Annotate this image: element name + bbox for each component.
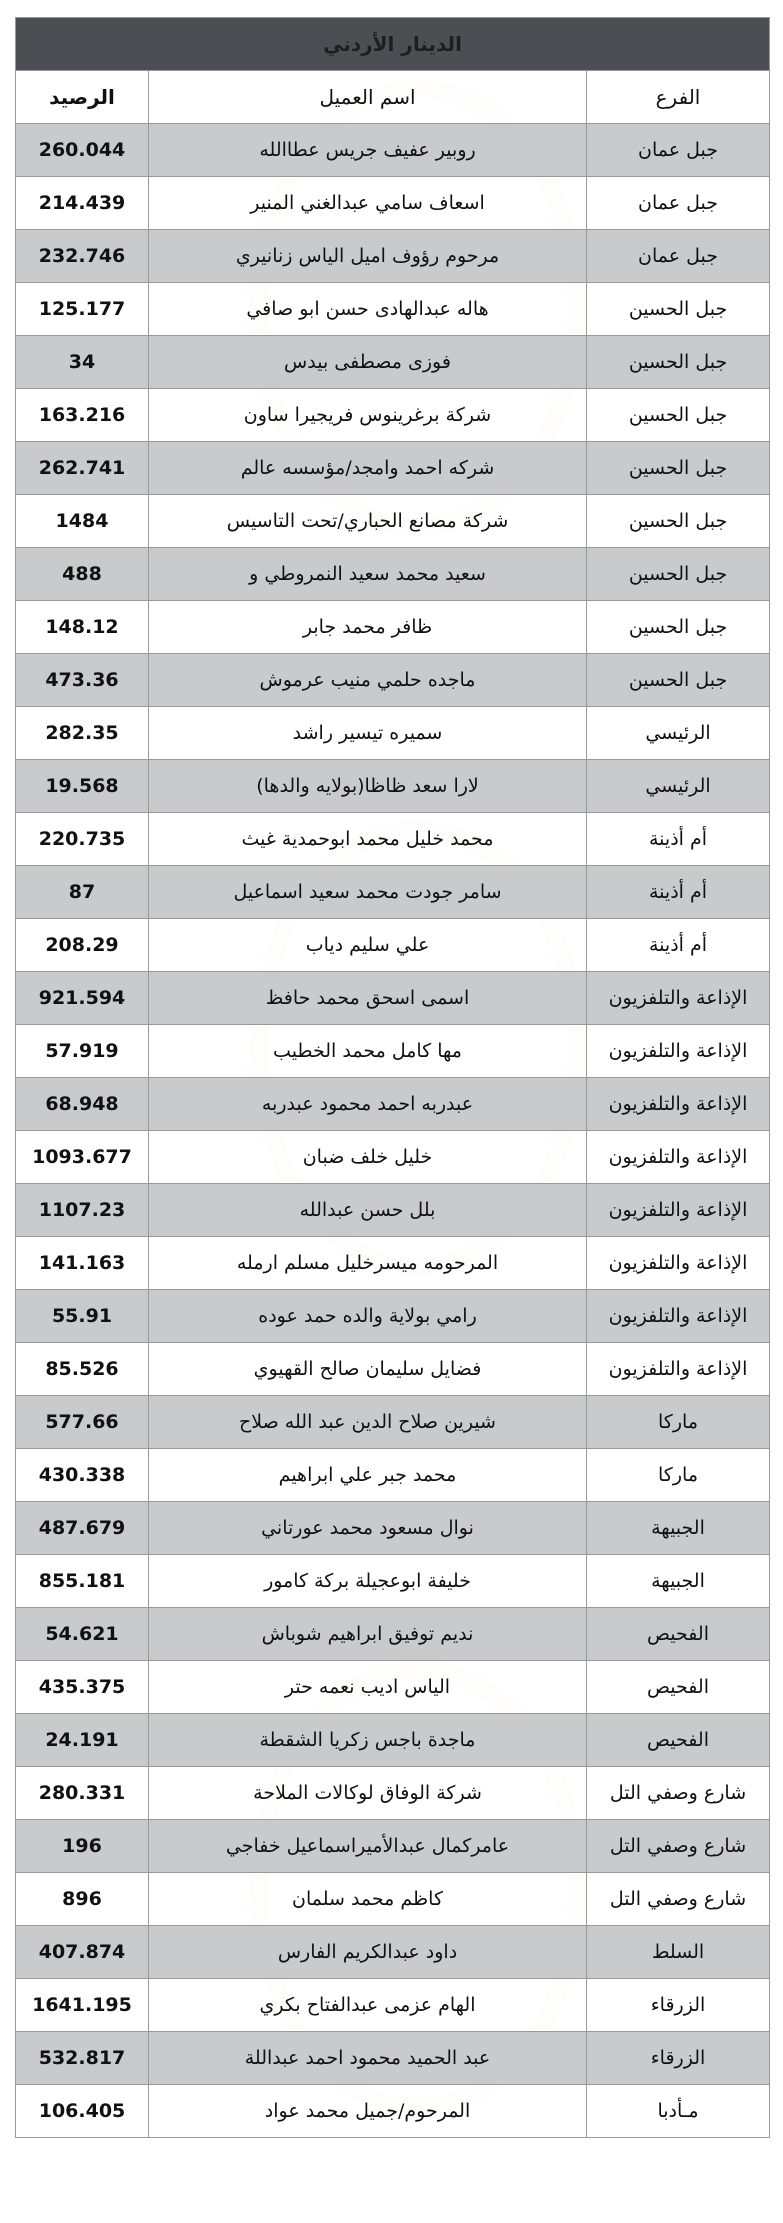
balance-cell: 196: [62, 1835, 102, 1857]
branch-cell: الزرقاء: [586, 2032, 769, 2084]
header-client: اسم العميل: [148, 71, 586, 123]
client-cell: نديم توفيق ابراهيم شوباش: [148, 1608, 586, 1660]
branch-cell: الإذاعة والتلفزيون: [586, 1343, 769, 1395]
branch-cell: شارع وصفي التل: [586, 1820, 769, 1872]
client-cell: محمد خليل محمد ابوحمدية غيث: [148, 813, 586, 865]
table-row: [16, 2031, 769, 2084]
table-row: [16, 971, 769, 1024]
branch-cell: الفحيص: [586, 1714, 769, 1766]
branch-cell: جبل الحسين: [586, 495, 769, 547]
header-row: [16, 70, 769, 123]
branch-cell: أم أذينة: [586, 813, 769, 865]
branch-cell: جبل الحسين: [586, 442, 769, 494]
table-row: [16, 1342, 769, 1395]
table-row: [16, 1130, 769, 1183]
branch-cell: جبل الحسين: [586, 336, 769, 388]
table-row: [16, 1819, 769, 1872]
table-row: [16, 759, 769, 812]
balance-cell: 280.331: [38, 1782, 126, 1804]
client-cell: داود عبدالكريم الفارس: [148, 1926, 586, 1978]
balance-cell: 262.741: [38, 457, 126, 479]
balance-cell: 487.679: [38, 1517, 126, 1539]
balance-cell: 488: [62, 563, 102, 585]
client-cell: نوال مسعود محمد عورتاني: [148, 1502, 586, 1554]
branch-cell: مـأدبا: [586, 2085, 769, 2137]
table-row: [16, 600, 769, 653]
balance-cell: 208.29: [45, 934, 119, 956]
balance-cell: 896: [62, 1888, 102, 1910]
balance-cell: 282.35: [45, 722, 119, 744]
table-row: [16, 1660, 769, 1713]
balance-cell: 57.919: [45, 1040, 119, 1062]
table-row: [16, 1448, 769, 1501]
branch-cell: الرئيسي: [586, 707, 769, 759]
client-cell: اسعاف سامي عبدالغني المنير: [148, 177, 586, 229]
table-row: [16, 812, 769, 865]
client-cell: الهام عزمى عبدالفتاح بكري: [148, 1979, 586, 2031]
table-row: [16, 547, 769, 600]
balance-cell: 19.568: [45, 775, 119, 797]
table-row: [16, 1501, 769, 1554]
table-row: [16, 176, 769, 229]
balance-cell: 163.216: [38, 404, 126, 426]
client-cell: سعيد محمد سعيد النمروطي و: [148, 548, 586, 600]
client-cell: روبير عفيف جريس عطاالله: [148, 124, 586, 176]
balance-cell: 68.948: [45, 1093, 119, 1115]
balance-cell: 141.163: [38, 1252, 126, 1274]
table-row: [16, 1024, 769, 1077]
balances-table: [15, 17, 770, 2138]
client-cell: عبد الحميد محمود احمد عبداللة: [148, 2032, 586, 2084]
balance-cell: 125.177: [38, 298, 126, 320]
client-cell: المرحوم/جميل محمد عواد: [148, 2085, 586, 2137]
balance-cell: 855.181: [38, 1570, 126, 1592]
branch-cell: الإذاعة والتلفزيون: [586, 1237, 769, 1289]
client-cell: شركة الوفاق لوكالات الملاحة: [148, 1767, 586, 1819]
balance-cell: 532.817: [38, 2047, 126, 2069]
branch-cell: الفحيص: [586, 1608, 769, 1660]
client-cell: خليفة ابوعجيلة بركة كامور: [148, 1555, 586, 1607]
branch-cell: جبل الحسين: [586, 548, 769, 600]
table-row: [16, 123, 769, 176]
client-cell: الياس اديب نعمه حتر: [148, 1661, 586, 1713]
table-row: [16, 1183, 769, 1236]
table-row: [16, 282, 769, 335]
branch-cell: الإذاعة والتلفزيون: [586, 972, 769, 1024]
balance-cell: 1484: [55, 510, 109, 532]
balance-cell: 214.439: [38, 192, 126, 214]
client-cell: فوزى مصطفى بيدس: [148, 336, 586, 388]
table-row: [16, 441, 769, 494]
branch-cell: ماركا: [586, 1449, 769, 1501]
balance-cell: 55.91: [51, 1305, 113, 1327]
table-row: [16, 1395, 769, 1448]
client-cell: اسمى اسحق محمد حافظ: [148, 972, 586, 1024]
branch-cell: الإذاعة والتلفزيون: [586, 1078, 769, 1130]
table-row: [16, 2084, 769, 2137]
client-cell: سامر جودت محمد سعيد اسماعيل: [148, 866, 586, 918]
balance-cell: 921.594: [38, 987, 126, 1009]
branch-cell: أم أذينة: [586, 919, 769, 971]
table-row: [16, 388, 769, 441]
client-cell: شركة مصانع الحباري/تحت التاسيس: [148, 495, 586, 547]
balance-cell: 260.044: [38, 139, 126, 161]
branch-cell: جبل الحسين: [586, 654, 769, 706]
client-cell: فضايل سليمان صالح القهيوي: [148, 1343, 586, 1395]
table-row: [16, 1766, 769, 1819]
client-cell: ماجده حلمي منيب عرموش: [148, 654, 586, 706]
balance-cell: 232.746: [38, 245, 126, 267]
client-cell: ظافر محمد جابر: [148, 601, 586, 653]
client-cell: شركه احمد وامجد/مؤسسه عالم: [148, 442, 586, 494]
client-cell: سميره تيسير راشد: [148, 707, 586, 759]
branch-cell: ماركا: [586, 1396, 769, 1448]
branch-cell: الإذاعة والتلفزيون: [586, 1131, 769, 1183]
branch-cell: الجبيهة: [586, 1502, 769, 1554]
table-row: [16, 653, 769, 706]
table-row: [16, 1077, 769, 1130]
branch-cell: أم أذينة: [586, 866, 769, 918]
branch-cell: جبل عمان: [586, 230, 769, 282]
balance-cell: 430.338: [38, 1464, 126, 1486]
branch-cell: الإذاعة والتلفزيون: [586, 1184, 769, 1236]
table-row: [16, 1554, 769, 1607]
header-balance: الرصيد: [49, 85, 115, 109]
client-cell: كاظم محمد سلمان: [148, 1873, 586, 1925]
balance-cell: 54.621: [45, 1623, 119, 1645]
branch-cell: السلط: [586, 1926, 769, 1978]
branch-cell: الفحيص: [586, 1661, 769, 1713]
balance-cell: 148.12: [45, 616, 119, 638]
balance-cell: 24.191: [45, 1729, 119, 1751]
client-cell: خليل خلف ضبان: [148, 1131, 586, 1183]
client-cell: بلل حسن عبدالله: [148, 1184, 586, 1236]
client-cell: عامركمال عبدالأميراسماعيل خفاجي: [148, 1820, 586, 1872]
client-cell: شيرين صلاح الدين عبد الله صلاح: [148, 1396, 586, 1448]
branch-cell: الإذاعة والتلفزيون: [586, 1025, 769, 1077]
balance-cell: 577.66: [45, 1411, 119, 1433]
balance-cell: 473.36: [45, 669, 119, 691]
table-row: [16, 1289, 769, 1342]
client-cell: مرحوم رؤوف اميل الياس زنانيري: [148, 230, 586, 282]
table-row: [16, 494, 769, 547]
table-row: [16, 1872, 769, 1925]
branch-cell: شارع وصفي التل: [586, 1767, 769, 1819]
client-cell: محمد جبر علي ابراهيم: [148, 1449, 586, 1501]
balance-cell: 106.405: [38, 2100, 126, 2122]
client-cell: رامي بولاية والده حمد عوده: [148, 1290, 586, 1342]
table-title: الدينار الأردني: [16, 18, 769, 70]
table-row: [16, 1978, 769, 2031]
branch-cell: شارع وصفي التل: [586, 1873, 769, 1925]
balance-cell: 34: [68, 351, 96, 373]
header-branch: الفرع: [586, 71, 769, 123]
client-cell: شركة برغرينوس فريجيرا ساون: [148, 389, 586, 441]
branch-cell: الجبيهة: [586, 1555, 769, 1607]
client-cell: عبدربه احمد محمود عبدربه: [148, 1078, 586, 1130]
balance-cell: 407.874: [38, 1941, 126, 1963]
balance-cell: 220.735: [38, 828, 126, 850]
table-row: [16, 1236, 769, 1289]
branch-cell: جبل الحسين: [586, 601, 769, 653]
client-cell: ماجدة باجس زكريا الشقطة: [148, 1714, 586, 1766]
client-cell: لارا سعد ظاظا(بولايه والدها): [148, 760, 586, 812]
table-row: [16, 1925, 769, 1978]
branch-cell: جبل عمان: [586, 177, 769, 229]
table-row: [16, 335, 769, 388]
balance-cell: 85.526: [45, 1358, 119, 1380]
client-cell: المرحومه ميسرخليل مسلم ارمله: [148, 1237, 586, 1289]
balance-cell: 1093.677: [32, 1146, 132, 1168]
table-row: [16, 706, 769, 759]
table-body: [16, 123, 769, 2137]
table-row: [16, 1607, 769, 1660]
client-cell: مها كامل محمد الخطيب: [148, 1025, 586, 1077]
branch-cell: الزرقاء: [586, 1979, 769, 2031]
branch-cell: جبل عمان: [586, 124, 769, 176]
balance-cell: 87: [68, 881, 96, 903]
table-row: [16, 1713, 769, 1766]
branch-cell: جبل الحسين: [586, 389, 769, 441]
branch-cell: الإذاعة والتلفزيون: [586, 1290, 769, 1342]
balance-cell: 1641.195: [32, 1994, 132, 2016]
table-row: [16, 918, 769, 971]
balance-cell: 435.375: [38, 1676, 126, 1698]
balance-cell: 1107.23: [38, 1199, 126, 1221]
table-row: [16, 229, 769, 282]
branch-cell: الرئيسي: [586, 760, 769, 812]
branch-cell: جبل الحسين: [586, 283, 769, 335]
client-cell: هاله عبدالهادى حسن ابو صافي: [148, 283, 586, 335]
table-row: [16, 865, 769, 918]
client-cell: علي سليم دياب: [148, 919, 586, 971]
